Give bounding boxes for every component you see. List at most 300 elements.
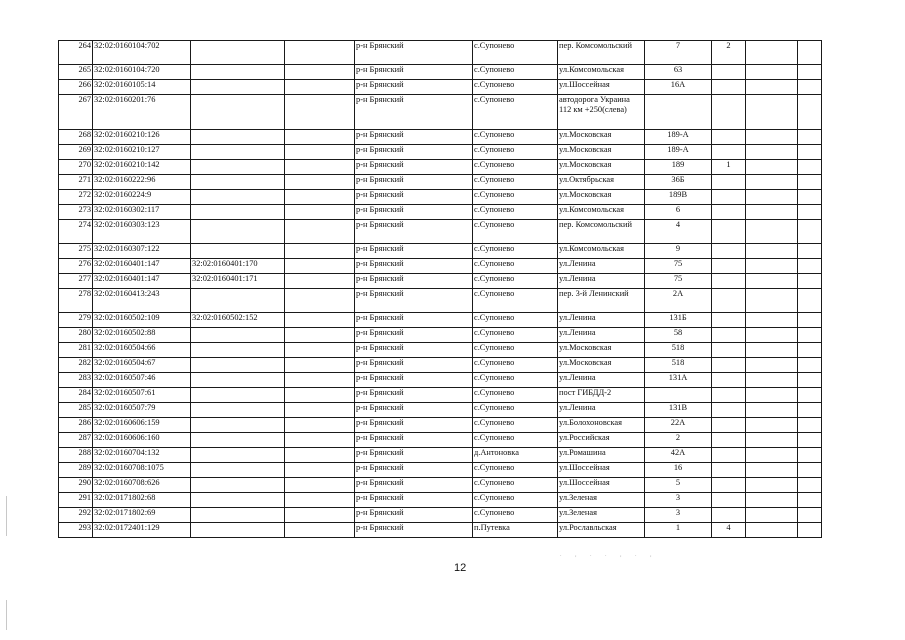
cell-cadastral-number: 32:02:0160507:79 — [93, 403, 191, 418]
cell-settlement: с.Супонево — [473, 493, 558, 508]
cell-building — [712, 289, 746, 313]
cell-street: ул.Рославльская — [558, 523, 645, 538]
cell-row-number: 283 — [59, 373, 93, 388]
cell-row-number: 279 — [59, 313, 93, 328]
cell-building — [712, 493, 746, 508]
cell-district: р-н Брянский — [355, 328, 473, 343]
cell-house: 189-А — [645, 130, 712, 145]
cell-extra — [746, 523, 798, 538]
table-row — [59, 463, 822, 478]
cell-empty — [285, 403, 355, 418]
table-row — [59, 493, 822, 508]
cell-cadastral-number: 32:02:0160307:122 — [93, 244, 191, 259]
cell-related-cadastral-number — [191, 463, 285, 478]
cell-house: 58 — [645, 328, 712, 343]
cell-extra — [746, 41, 798, 65]
cell-cadastral-number: 32:02:0160302:117 — [93, 205, 191, 220]
cell-extra — [798, 160, 822, 175]
cell-building — [712, 403, 746, 418]
cell-street: ул.Ленина — [558, 313, 645, 328]
cell-empty — [285, 373, 355, 388]
cell-related-cadastral-number — [191, 205, 285, 220]
cell-street: ул.Московская — [558, 130, 645, 145]
cell-extra — [746, 493, 798, 508]
table-row — [59, 274, 822, 289]
cell-extra — [798, 95, 822, 130]
scan-margin-mark — [6, 600, 7, 630]
cell-house: 131В — [645, 403, 712, 418]
cell-empty — [285, 95, 355, 130]
cell-extra — [798, 493, 822, 508]
cell-row-number: 280 — [59, 328, 93, 343]
cell-extra — [798, 463, 822, 478]
cell-extra — [746, 160, 798, 175]
cell-settlement: с.Супонево — [473, 508, 558, 523]
cell-related-cadastral-number — [191, 41, 285, 65]
cell-row-number: 289 — [59, 463, 93, 478]
cell-street: ул.Московская — [558, 343, 645, 358]
cell-settlement: с.Супонево — [473, 244, 558, 259]
cell-house — [645, 95, 712, 130]
cell-extra — [746, 388, 798, 403]
cell-empty — [285, 313, 355, 328]
cell-empty — [285, 493, 355, 508]
cell-district: р-н Брянский — [355, 313, 473, 328]
cell-building — [712, 95, 746, 130]
cell-settlement: с.Супонево — [473, 160, 558, 175]
cell-extra — [746, 313, 798, 328]
table-row — [59, 508, 822, 523]
cell-district: р-н Брянский — [355, 220, 473, 244]
cell-street: ул.Комсомольская — [558, 65, 645, 80]
cell-street: ул.Ромашина — [558, 448, 645, 463]
cell-cadastral-number: 32:02:0171802:68 — [93, 493, 191, 508]
cell-house: 16А — [645, 80, 712, 95]
cell-row-number: 270 — [59, 160, 93, 175]
cell-settlement: п.Путевка — [473, 523, 558, 538]
cell-street: ул.Московская — [558, 358, 645, 373]
table-row — [59, 289, 822, 313]
cell-cadastral-number: 32:02:0160104:720 — [93, 65, 191, 80]
cell-street: ул.Российская — [558, 433, 645, 448]
cell-related-cadastral-number — [191, 523, 285, 538]
cell-building — [712, 328, 746, 343]
cell-settlement: с.Супонево — [473, 259, 558, 274]
cell-district: р-н Брянский — [355, 80, 473, 95]
cell-district: р-н Брянский — [355, 388, 473, 403]
cell-cadastral-number: 32:02:0160507:46 — [93, 373, 191, 388]
cell-extra — [746, 433, 798, 448]
table-row — [59, 190, 822, 205]
cell-district: р-н Брянский — [355, 130, 473, 145]
cell-related-cadastral-number — [191, 508, 285, 523]
table-row — [59, 328, 822, 343]
cell-row-number: 286 — [59, 418, 93, 433]
cell-settlement: с.Супонево — [473, 289, 558, 313]
cell-extra — [798, 523, 822, 538]
cell-row-number: 288 — [59, 448, 93, 463]
cell-street: ул.Комсомольская — [558, 244, 645, 259]
cell-extra — [746, 289, 798, 313]
cell-empty — [285, 274, 355, 289]
cell-street: ул.Ленина — [558, 274, 645, 289]
cell-extra — [798, 41, 822, 65]
cell-empty — [285, 190, 355, 205]
cell-row-number: 287 — [59, 433, 93, 448]
cell-extra — [798, 145, 822, 160]
cell-settlement: с.Супонево — [473, 313, 558, 328]
cell-extra — [798, 478, 822, 493]
cell-cadastral-number: 32:02:0160210:142 — [93, 160, 191, 175]
cell-settlement: с.Супонево — [473, 373, 558, 388]
cell-empty — [285, 41, 355, 65]
cell-district: р-н Брянский — [355, 403, 473, 418]
cell-house: 518 — [645, 358, 712, 373]
cell-building — [712, 358, 746, 373]
cell-district: р-н Брянский — [355, 41, 473, 65]
cell-empty — [285, 160, 355, 175]
cell-empty — [285, 418, 355, 433]
cell-district: р-н Брянский — [355, 523, 473, 538]
cell-building: 4 — [712, 523, 746, 538]
cell-extra — [798, 220, 822, 244]
cell-settlement: с.Супонево — [473, 418, 558, 433]
cell-house: 1 — [645, 523, 712, 538]
cell-building — [712, 190, 746, 205]
cell-related-cadastral-number — [191, 403, 285, 418]
cell-settlement: с.Супонево — [473, 205, 558, 220]
cell-empty — [285, 433, 355, 448]
cell-empty — [285, 289, 355, 313]
cell-district: р-н Брянский — [355, 190, 473, 205]
cell-house: 6 — [645, 205, 712, 220]
cell-related-cadastral-number — [191, 493, 285, 508]
cell-cadastral-number: 32:02:0160303:123 — [93, 220, 191, 244]
cell-house: 75 — [645, 274, 712, 289]
cell-district: р-н Брянский — [355, 289, 473, 313]
table-row — [59, 160, 822, 175]
cell-row-number: 275 — [59, 244, 93, 259]
cell-empty — [285, 205, 355, 220]
scan-margin-mark — [6, 496, 7, 536]
cell-related-cadastral-number — [191, 145, 285, 160]
cell-extra — [798, 328, 822, 343]
cell-house: 16 — [645, 463, 712, 478]
cell-row-number: 271 — [59, 175, 93, 190]
cell-row-number: 285 — [59, 403, 93, 418]
cell-district: р-н Брянский — [355, 463, 473, 478]
cell-house: 189-А — [645, 145, 712, 160]
cell-house: 75 — [645, 259, 712, 274]
cell-cadastral-number: 32:02:0160222:96 — [93, 175, 191, 190]
cell-related-cadastral-number — [191, 418, 285, 433]
table-row — [59, 41, 822, 65]
table-row — [59, 220, 822, 244]
cell-house: 42А — [645, 448, 712, 463]
cell-street: ул.Шоссейная — [558, 463, 645, 478]
cell-cadastral-number: 32:02:0160507:61 — [93, 388, 191, 403]
cell-row-number: 293 — [59, 523, 93, 538]
cell-extra — [798, 313, 822, 328]
cell-cadastral-number: 32:02:0160401:147 — [93, 274, 191, 289]
cell-extra — [798, 130, 822, 145]
cell-settlement: с.Супонево — [473, 478, 558, 493]
cell-extra — [798, 80, 822, 95]
cell-building — [712, 448, 746, 463]
cell-related-cadastral-number — [191, 244, 285, 259]
cell-district: р-н Брянский — [355, 448, 473, 463]
cell-cadastral-number: 32:02:0160210:127 — [93, 145, 191, 160]
cell-related-cadastral-number — [191, 80, 285, 95]
cell-street: ул.Московская — [558, 145, 645, 160]
cell-extra — [746, 220, 798, 244]
cell-extra — [746, 373, 798, 388]
cell-extra — [746, 244, 798, 259]
cell-extra — [746, 448, 798, 463]
cell-cadastral-number: 32:02:0160224:9 — [93, 190, 191, 205]
scan-artifact: . , . . , . , — [560, 552, 658, 558]
cell-settlement: с.Супонево — [473, 463, 558, 478]
cell-related-cadastral-number — [191, 65, 285, 80]
table-row — [59, 313, 822, 328]
cell-related-cadastral-number — [191, 95, 285, 130]
cell-cadastral-number: 32:02:0160504:67 — [93, 358, 191, 373]
cell-house: 22А — [645, 418, 712, 433]
cell-cadastral-number: 32:02:0160104:702 — [93, 41, 191, 65]
cell-house: 9 — [645, 244, 712, 259]
cell-street: ул.Зеленая — [558, 508, 645, 523]
cell-cadastral-number: 32:02:0160502:109 — [93, 313, 191, 328]
cell-building — [712, 388, 746, 403]
cell-extra — [798, 358, 822, 373]
cell-building — [712, 508, 746, 523]
cell-building — [712, 418, 746, 433]
cell-district: р-н Брянский — [355, 358, 473, 373]
cell-extra — [798, 433, 822, 448]
cell-row-number: 276 — [59, 259, 93, 274]
cell-building — [712, 65, 746, 80]
cell-extra — [746, 130, 798, 145]
cell-row-number: 269 — [59, 145, 93, 160]
cell-cadastral-number: 32:02:0171802:69 — [93, 508, 191, 523]
cell-extra — [746, 274, 798, 289]
cell-extra — [746, 508, 798, 523]
cell-cadastral-number: 32:02:0160708:626 — [93, 478, 191, 493]
cell-building — [712, 313, 746, 328]
table-row — [59, 373, 822, 388]
cell-district: р-н Брянский — [355, 478, 473, 493]
cell-row-number: 267 — [59, 95, 93, 130]
table-row — [59, 403, 822, 418]
cell-empty — [285, 508, 355, 523]
cell-street: ул.Московская — [558, 190, 645, 205]
cell-street: ул.Шоссейная — [558, 478, 645, 493]
cell-row-number: 265 — [59, 65, 93, 80]
cell-related-cadastral-number — [191, 373, 285, 388]
cell-extra — [798, 508, 822, 523]
cell-empty — [285, 65, 355, 80]
cell-empty — [285, 130, 355, 145]
cell-street: ул.Комсомольская — [558, 205, 645, 220]
table-row — [59, 95, 822, 130]
cell-row-number: 274 — [59, 220, 93, 244]
cell-related-cadastral-number — [191, 433, 285, 448]
cell-extra — [798, 205, 822, 220]
cell-district: р-н Брянский — [355, 433, 473, 448]
cell-street: ул.Октябрьская — [558, 175, 645, 190]
cell-related-cadastral-number — [191, 160, 285, 175]
cell-house: 131Б — [645, 313, 712, 328]
cell-extra — [798, 259, 822, 274]
table-row — [59, 145, 822, 160]
cell-cadastral-number: 32:02:0160210:126 — [93, 130, 191, 145]
table-row — [59, 433, 822, 448]
cell-related-cadastral-number — [191, 388, 285, 403]
cell-related-cadastral-number — [191, 328, 285, 343]
cell-settlement: с.Супонево — [473, 175, 558, 190]
cell-street: ул.Ленина — [558, 259, 645, 274]
cell-building — [712, 274, 746, 289]
cell-extra — [746, 95, 798, 130]
cell-street: ул.Московская — [558, 160, 645, 175]
cell-related-cadastral-number — [191, 289, 285, 313]
cell-settlement: с.Супонево — [473, 274, 558, 289]
cell-extra — [798, 418, 822, 433]
table-row — [59, 478, 822, 493]
cell-building — [712, 220, 746, 244]
cell-street: ул.Ленина — [558, 403, 645, 418]
cell-settlement: с.Супонево — [473, 388, 558, 403]
cell-house: 36Б — [645, 175, 712, 190]
cell-settlement: с.Супонево — [473, 41, 558, 65]
cell-settlement: с.Супонево — [473, 433, 558, 448]
cell-empty — [285, 448, 355, 463]
cell-extra — [798, 289, 822, 313]
cell-district: р-н Брянский — [355, 343, 473, 358]
cell-house: 189 — [645, 160, 712, 175]
cell-district: р-н Брянский — [355, 145, 473, 160]
register-table-body — [59, 41, 822, 538]
cell-district: р-н Брянский — [355, 65, 473, 80]
cell-row-number: 278 — [59, 289, 93, 313]
cell-district: р-н Брянский — [355, 95, 473, 130]
cell-house: 131А — [645, 373, 712, 388]
cell-empty — [285, 358, 355, 373]
cell-district: р-н Брянский — [355, 274, 473, 289]
cell-settlement: с.Супонево — [473, 220, 558, 244]
cell-empty — [285, 328, 355, 343]
cell-empty — [285, 145, 355, 160]
cell-settlement: с.Супонево — [473, 95, 558, 130]
cell-cadastral-number: 32:02:0160502:88 — [93, 328, 191, 343]
table-row — [59, 358, 822, 373]
cell-empty — [285, 343, 355, 358]
cell-empty — [285, 259, 355, 274]
cell-cadastral-number: 32:02:0160201:76 — [93, 95, 191, 130]
cell-building — [712, 478, 746, 493]
cell-empty — [285, 244, 355, 259]
cell-street: ул.Ленина — [558, 328, 645, 343]
cell-extra — [798, 190, 822, 205]
page-number: 12 — [454, 562, 467, 574]
table-row — [59, 65, 822, 80]
cell-cadastral-number: 32:02:0160606:160 — [93, 433, 191, 448]
cell-street: ул.Зеленая — [558, 493, 645, 508]
cell-street: пер. 3-й Ленинский — [558, 289, 645, 313]
cell-empty — [285, 220, 355, 244]
register-table — [58, 40, 822, 538]
cell-row-number: 264 — [59, 41, 93, 65]
cell-house: 2 — [645, 433, 712, 448]
cell-street: ул.Болохоновская — [558, 418, 645, 433]
table-row — [59, 448, 822, 463]
cell-house: 63 — [645, 65, 712, 80]
cell-house: 4 — [645, 220, 712, 244]
table-row — [59, 205, 822, 220]
cell-settlement: с.Супонево — [473, 65, 558, 80]
cell-row-number: 290 — [59, 478, 93, 493]
cell-extra — [798, 274, 822, 289]
cell-street: пер. Комсомольский — [558, 41, 645, 65]
cell-district: р-н Брянский — [355, 373, 473, 388]
cell-row-number: 281 — [59, 343, 93, 358]
cell-building — [712, 259, 746, 274]
cell-building — [712, 433, 746, 448]
cell-house: 3 — [645, 508, 712, 523]
cell-row-number: 272 — [59, 190, 93, 205]
cell-street: пер. Комсомольский — [558, 220, 645, 244]
cell-district: р-н Брянский — [355, 244, 473, 259]
cell-extra — [746, 403, 798, 418]
cell-related-cadastral-number — [191, 220, 285, 244]
table-row — [59, 244, 822, 259]
cell-street: автодорога Украина 112 км +250(слева) — [558, 95, 645, 130]
cell-building — [712, 373, 746, 388]
cell-empty — [285, 80, 355, 95]
cell-district: р-н Брянский — [355, 418, 473, 433]
table-row — [59, 418, 822, 433]
cell-building — [712, 145, 746, 160]
cell-extra — [746, 259, 798, 274]
cell-empty — [285, 463, 355, 478]
cell-building — [712, 80, 746, 95]
table-row — [59, 523, 822, 538]
cell-settlement: с.Супонево — [473, 328, 558, 343]
cell-extra — [746, 463, 798, 478]
cell-row-number: 284 — [59, 388, 93, 403]
cell-row-number: 268 — [59, 130, 93, 145]
cell-empty — [285, 478, 355, 493]
cell-row-number: 266 — [59, 80, 93, 95]
cell-extra — [798, 343, 822, 358]
cell-district: р-н Брянский — [355, 259, 473, 274]
cell-house: 3 — [645, 493, 712, 508]
cell-street: ул.Ленина — [558, 373, 645, 388]
cell-building: 1 — [712, 160, 746, 175]
cell-house: 2А — [645, 289, 712, 313]
cell-extra — [798, 373, 822, 388]
cell-extra — [746, 65, 798, 80]
cell-related-cadastral-number — [191, 175, 285, 190]
cell-cadastral-number: 32:02:0160401:147 — [93, 259, 191, 274]
cell-district: р-н Брянский — [355, 205, 473, 220]
cell-street: ул.Шоссейная — [558, 80, 645, 95]
cell-street: пост ГИБДД-2 — [558, 388, 645, 403]
cell-extra — [746, 418, 798, 433]
cell-extra — [746, 190, 798, 205]
cell-extra — [746, 205, 798, 220]
cell-empty — [285, 175, 355, 190]
